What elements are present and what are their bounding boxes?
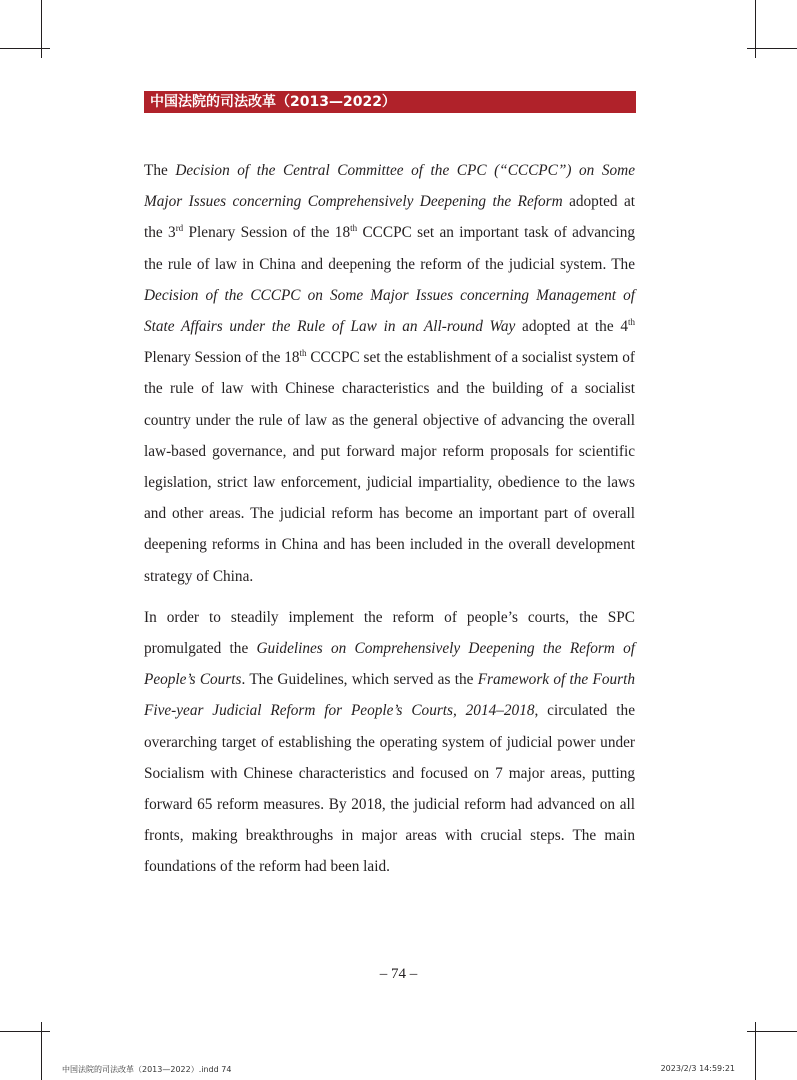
text-run: CCCPC set an important task of advancing the rule of law in China and deepening the reform of the judicial system. The [144,224,635,273]
document-title: Framework of the Fourth Five-year Judicial Reform for People’s Courts, 2014–2018 [144,671,636,720]
footer-timestamp: 2023/2/3 14:59:21 [660,1064,735,1073]
document-title: Guidelines on Comprehensively Deepening the Reform of People’s Courts [144,640,635,689]
ordinal-suffix: th [350,223,358,234]
crop-mark [755,0,756,58]
crop-mark [41,1022,42,1080]
crop-mark [755,1022,756,1080]
text-run: Plenary Session of the 18 [183,224,351,242]
ordinal-suffix: th [627,317,635,328]
text-run: adopted at the 3 [144,193,635,242]
ordinal-suffix: rd [175,223,184,234]
text-run: The [144,162,176,179]
crop-mark [0,1031,50,1032]
crop-mark [0,48,50,49]
text-run: adopted at the 4 [515,318,628,336]
document-title: Decision of the CCCPC on Some Major Issues concerning Management of State Affairs under the Rule of Law in an All-round Way [144,286,635,336]
page-number: – 74 – [379,966,418,982]
text-run: . The Guidelines, which served as the [241,671,478,689]
crop-mark [41,0,42,58]
running-header [144,91,636,113]
paragraph [144,155,635,592]
body-text [144,155,635,883]
paragraph [144,602,635,883]
running-header-title: 中国法院的司法改革（2013—2022） [150,94,396,110]
text-run: In order to steadily implement the reform of people’s courts, the SPC promulgated the [144,608,635,658]
text-run: , circulated the overarching target of establishing the operating system of judicial power under Socialism with Chinese characteristics and focused on 7 major areas, putting forward 65 reform measures. By 2018, the judicial reform had advanced on all fronts, making breakthroughs in major areas with crucial steps. The main foundations of the reform had been laid. [144,702,635,876]
text-run: CCCPC set the establishment of a socialist system of the rule of law with Chinese characteristics and the building of a socialist country under the rule of law as the general objective of advancing the overall law-based governance, and put forward major reform proposals for scientific legislation, strict law enforcement, judicial impartiality, obedience to the laws and other areas. The judicial reform has become an important part of overall deepening reforms in China and has been included in the overall development strategy of China. [144,349,635,585]
document-title: Decision of the Central Committee of the CPC (“CCCPC”) on Some Major Issues concerning Comprehensively Deepening the Reform [144,162,635,211]
footer-file-name: 中国法院的司法改革（2013—2022）.indd 74 [62,1065,232,1074]
text-run: Plenary Session of the 18 [144,349,300,367]
ordinal-suffix: th [299,348,307,359]
